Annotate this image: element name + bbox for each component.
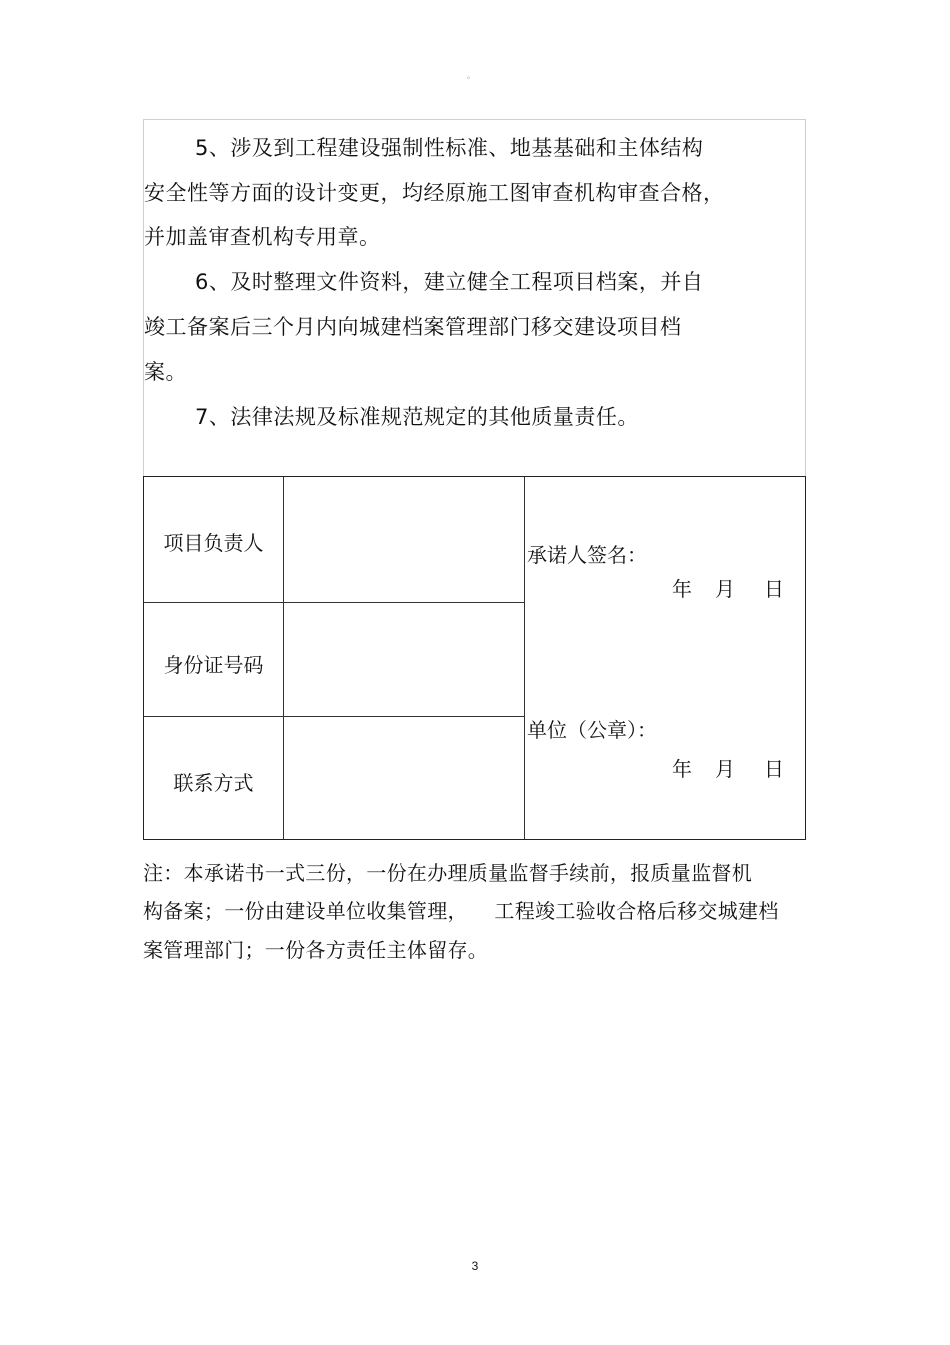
signature-label: 承诺人签名： xyxy=(527,543,647,567)
column-divider-2 xyxy=(524,477,525,839)
contact-field[interactable] xyxy=(284,717,524,839)
note-line-1: 注：本承诺书一式三份，一份在办理质量监督手续前，报质量监督机 xyxy=(143,861,752,885)
clause-5-line-3: 并加盖审查机构专用章。 xyxy=(144,225,381,249)
label-id-number: 身份证号码 xyxy=(163,653,264,677)
clause-7-line-1: 7、法律法规及标准规范规定的其他质量责任。 xyxy=(195,405,639,429)
note-line-2: 构备案；一份由建设单位收集管理， 工程竣工验收合格后移交城建档 xyxy=(143,899,779,923)
signature-day: 日 xyxy=(764,577,784,601)
label-project-manager: 项目负责人 xyxy=(163,531,264,555)
clause-5-line-1: 5、涉及到工程建设强制性标准、地基基础和主体结构 xyxy=(195,136,704,160)
signature-year: 年 xyxy=(672,577,692,601)
note-line-3: 案管理部门；一份各方责任主体留存。 xyxy=(143,938,489,962)
seal-label: 单位（公章）： xyxy=(527,718,657,742)
label-contact: 联系方式 xyxy=(173,771,254,795)
clauses-section xyxy=(143,119,806,476)
clause-6-line-1: 6、及时整理文件资料，建立健全工程项目档案，并自 xyxy=(195,270,704,294)
signature-month: 月 xyxy=(715,577,735,601)
header-mark: 。 xyxy=(467,71,475,80)
seal-month: 月 xyxy=(715,757,735,781)
id-number-field[interactable] xyxy=(284,603,524,716)
page-number: 3 xyxy=(471,1259,479,1273)
seal-year: 年 xyxy=(672,757,692,781)
clause-6-line-3: 案。 xyxy=(144,360,187,384)
seal-day: 日 xyxy=(764,757,784,781)
project-manager-field[interactable] xyxy=(284,477,524,602)
commitment-form-table xyxy=(143,476,806,840)
clause-6-line-2: 竣工备案后三个月内向城建档案管理部门移交建设项目档 xyxy=(144,315,682,339)
clause-5-line-2: 安全性等方面的设计变更，均经原施工图审查机构审查合格， xyxy=(144,181,725,205)
